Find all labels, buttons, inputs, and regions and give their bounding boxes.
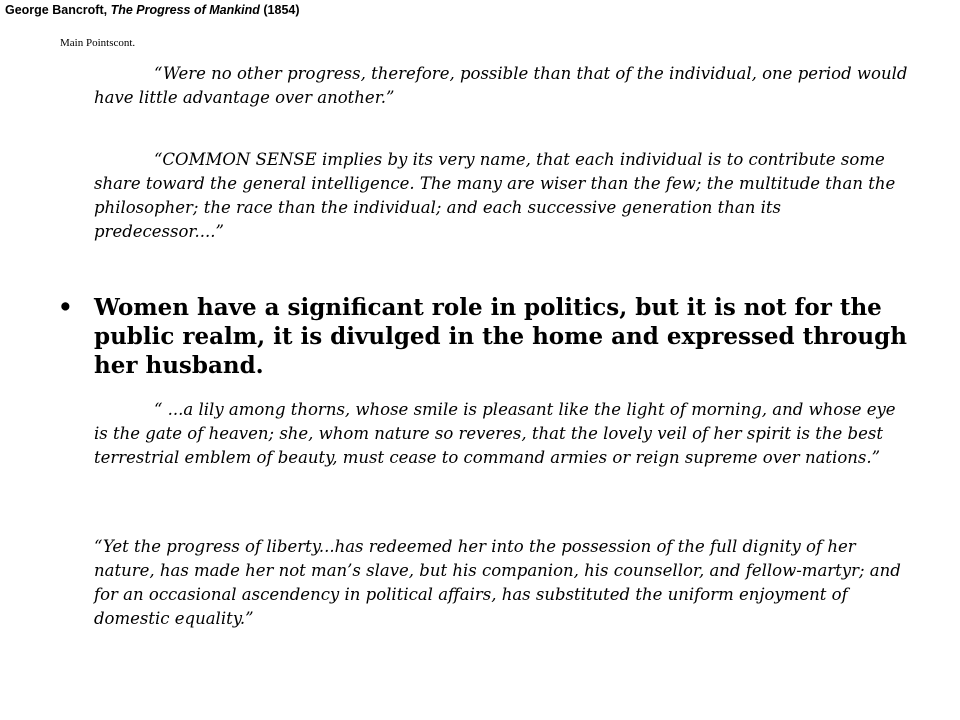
quote-progress-of-liberty: “Yet the progress of liberty...has redeemed her into the possession of the full dignity of her nature, has made her not man’s slave, but his companion, his counsellor, and fellow-martyr; and for an occasional ascendency in political affairs, has substituted the uniform enjoyment of domestic equality.” xyxy=(94,537,901,628)
header-title: The Progress of Mankind xyxy=(110,3,260,17)
bullet-text: Women have a significant role in politics, but it is not for the public realm, it is divulged in the home and expressed through her husband. xyxy=(94,294,907,379)
bullet-icon: • xyxy=(58,294,73,321)
slide-header xyxy=(5,3,300,18)
quote-lily-among-thorns: “ ...a lily among thorns, whose smile is pleasant like the light of morning, and whose eye is the gate of heaven; she, whom nature so reveres, that the lovely veil of her spirit is the best terrestrial emblem of beauty, must cease to command armies or reign supreme over nations.” xyxy=(94,400,896,467)
header-author: George Bancroft, xyxy=(5,3,111,17)
quote-common-sense: “COMMON SENSE implies by its very name, that each individual is to contribute some share toward the general intelligence. The many are wiser than the few; the multitude than the philosopher; the race than the individual; and each successive generation than its predecessor....” xyxy=(94,150,896,241)
quote-individual-progress: “Were no other progress, therefore, possible than that of the individual, one period would have little advantage over another.” xyxy=(94,64,908,107)
bullet-point xyxy=(58,293,908,380)
section-subtitle: Main Pointscont. xyxy=(60,37,136,49)
header-year: (1854) xyxy=(259,3,300,17)
